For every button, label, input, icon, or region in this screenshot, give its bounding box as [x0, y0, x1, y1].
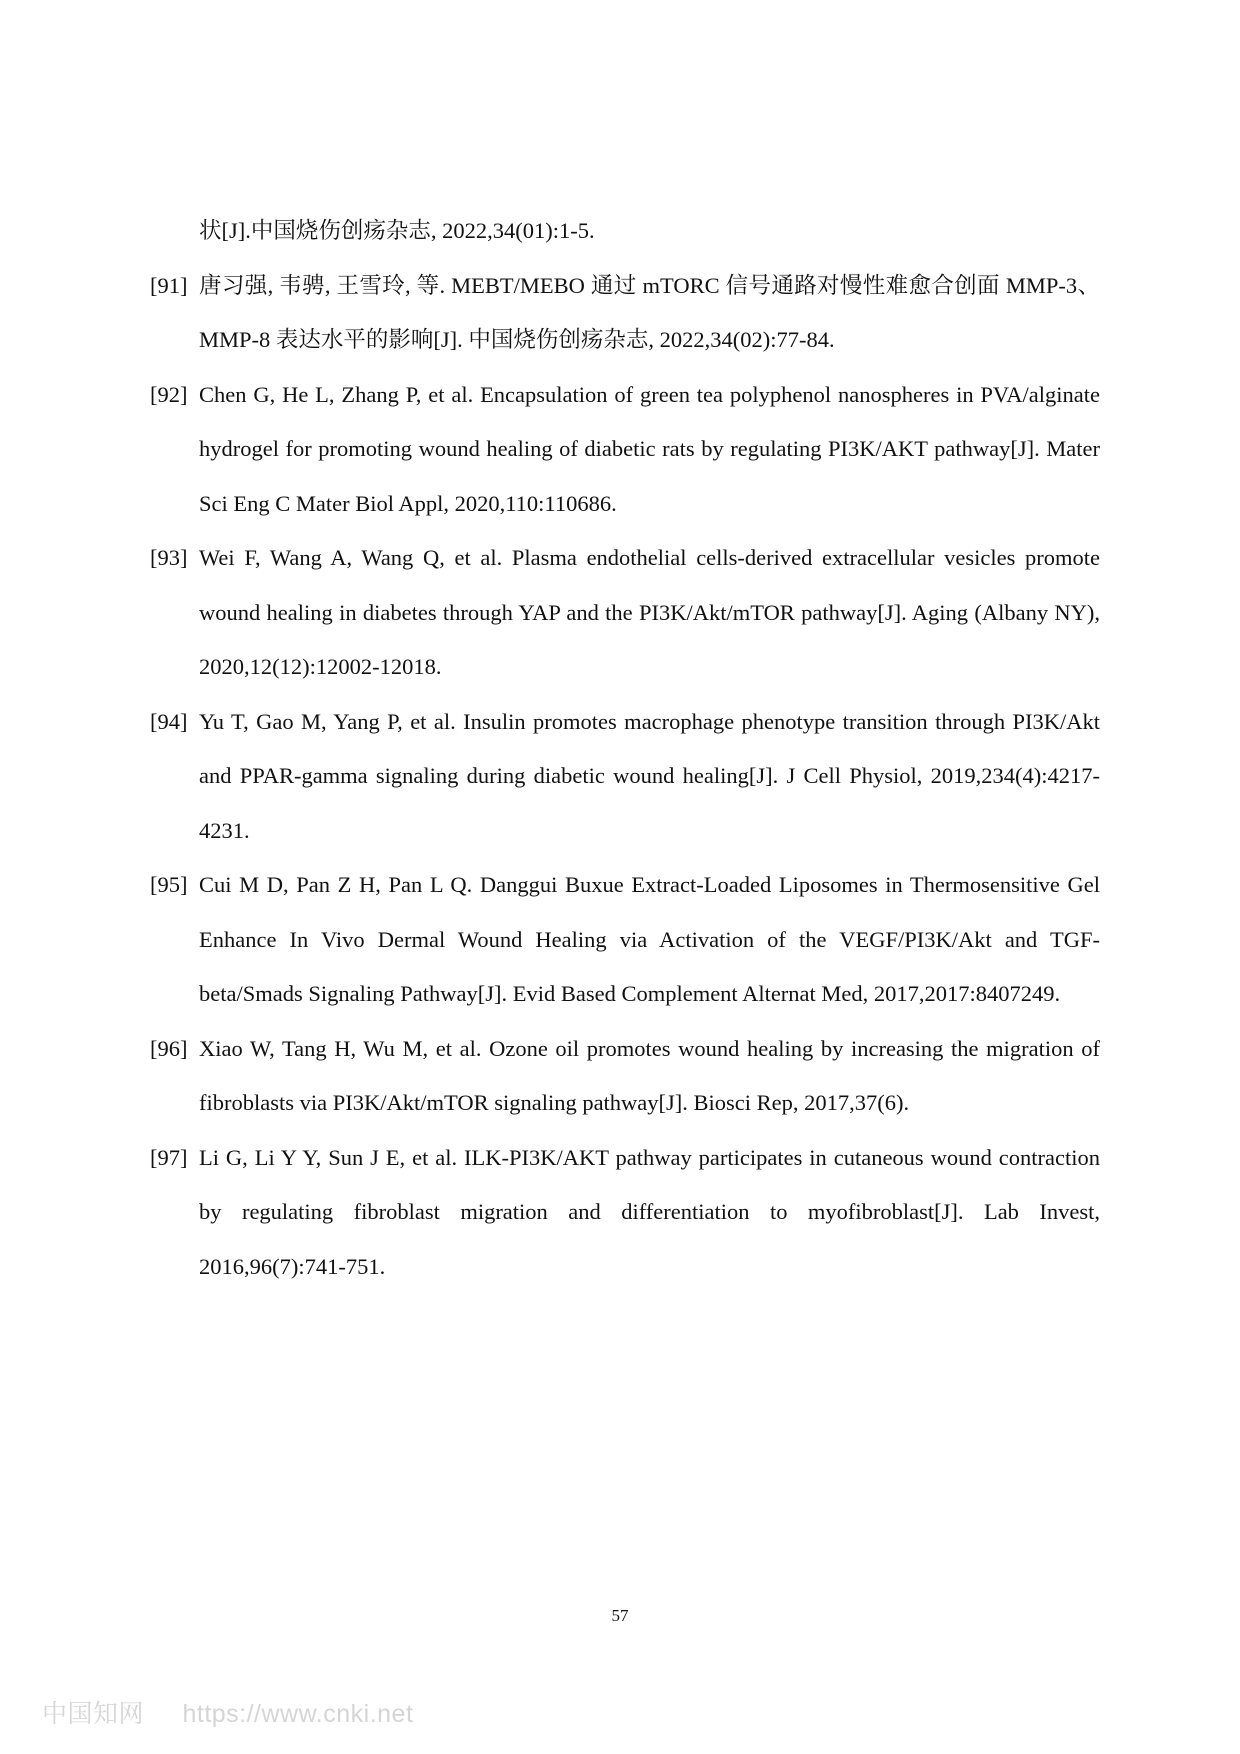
reference-item — [150, 368, 1100, 532]
reference-item — [150, 858, 1100, 1022]
reference-item — [150, 695, 1100, 859]
reference-text: Li G, Li Y Y, Sun J E, et al. ILK-PI3K/AKT pathway participates in cutaneous wound contraction by regulating fibroblast migration and differentiation to myofibroblast[J]. Lab Invest, 2016,96(7):741-751. — [199, 1144, 1100, 1279]
reference-item — [150, 1131, 1100, 1295]
reference-number: [96] — [150, 1035, 188, 1061]
reference-text: Chen G, He L, Zhang P, et al. Encapsulation of green tea polyphenol nanospheres in PVA/alginate hydrogel for promoting wound healing of diabetic rats by regulating PI3K/AKT pathway[J]. Mater Sci Eng C Mater Biol Appl, 2020,110:110686. — [199, 381, 1100, 516]
watermark-url: https://www.cnki.net — [182, 1700, 414, 1728]
reference-text: Xiao W, Tang H, Wu M, et al. Ozone oil promotes wound healing by increasing the migration of fibroblasts via PI3K/Akt/mTOR signaling pathway[J]. Biosci Rep, 2017,37(6). — [199, 1035, 1100, 1115]
reference-text: Wei F, Wang A, Wang Q, et al. Plasma endothelial cells-derived extracellular vesicles promote wound healing in diabetes through YAP and the PI3K/Akt/mTOR pathway[J]. Aging (Albany NY), 2020,12(12):12002-12018. — [199, 545, 1100, 679]
reference-list — [150, 204, 1100, 1294]
watermark-brand: 中国知网 — [42, 1699, 145, 1728]
reference-number: [95] — [150, 872, 188, 897]
reference-number: [91] — [150, 272, 188, 298]
reference-item — [150, 259, 1100, 368]
reference-item — [150, 1022, 1100, 1131]
reference-text: Cui M D, Pan Z H, Pan L Q. Danggui Buxue Extract-Loaded Liposomes in Thermosensitive Gel Enhance In Vivo Dermal Wound Healing via Activation of the VEGF/PI3K/Akt and TGF-beta/Smads Signaling Pathway[J]. Evid Based Complement Alternat Med, 2017,2017:8407249. — [199, 872, 1100, 1006]
reference-text: Yu T, Gao M, Yang P, et al. Insulin promotes macrophage phenotype transition through PI3K/Akt and PPAR-gamma signaling during diabetic wound healing[J]. J Cell Physiol, 2019,234(4):4217-4231. — [199, 708, 1100, 843]
reference-continuation: 状[J].中国烧伤创疡杂志, 2022,34(01):1-5. — [199, 218, 595, 243]
reference-number: [97] — [150, 1144, 188, 1170]
reference-text: 唐习强, 韦骋, 王雪玲, 等. MEBT/MEBO 通过 mTORC 信号通路对慢性难愈合创面 MMP-3、MMP-8 表达水平的影响[J]. 中国烧伤创疡杂志, 2022,34(02):77-84. — [199, 272, 1100, 352]
reference-number: [94] — [150, 708, 188, 734]
reference-number: [92] — [150, 381, 188, 407]
reference-item — [150, 531, 1100, 695]
page-number: 57 — [611, 1606, 629, 1625]
reference-number: [93] — [150, 545, 188, 570]
watermark — [42, 1694, 413, 1730]
